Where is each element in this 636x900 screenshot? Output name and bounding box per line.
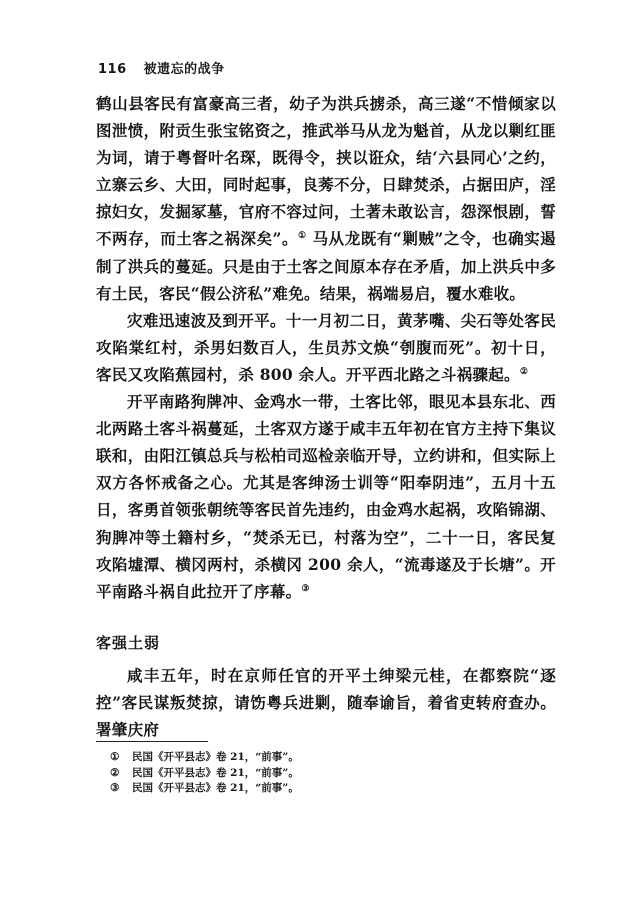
paragraph-1-tail: 马从龙既有“剿贼”之令，也确实遏制了洪兵的蔓延。只是由于土客之间原本存在矛盾，加上洪兵中多有土民，客民“假公济私”难免。结果，祸端易启，覆水难收。 [96, 229, 556, 303]
footnote-marker: ③ [110, 782, 120, 794]
section-text [96, 662, 556, 743]
page-number: 116 [98, 62, 127, 77]
paragraph-2 [96, 307, 556, 388]
footnote-marker: ① [110, 751, 120, 763]
footnote-3 [110, 781, 299, 797]
footnote-ref-2: ② [519, 366, 529, 377]
footnote-2 [110, 766, 299, 782]
paragraph-1 [96, 90, 556, 307]
running-header [98, 58, 225, 77]
footnote-1 [110, 750, 299, 766]
footnote-divider [96, 741, 208, 742]
footnote-marker: ② [110, 766, 120, 779]
section-heading: 客强土弱 [96, 634, 161, 652]
paragraph-3-text: 开平南路狗牌冲、金鸡水一带，土客比邻，眼见本县东北、西北两路土客斗祸蔓延，土客双方遂于咸丰五年初在官方主持下集议联和，由阳江镇总兵与松柏司巡检亲临开导，立约讲和，但实际上双方各怀戒备之心。尤其是客绅汤士训等“阳奉阴违”，五月十五日，客勇首领张朝统等客民首先违约，由金鸡水起祸，攻陷锦湖、狗脾冲等土籍村乡，“焚杀无已，村落为空”，二十一日，客民复攻陷墟潭、横冈两村，杀横冈 200 余人，“流毒遂及于长塘”。开平南路斗祸自此拉开了序幕。 [96, 392, 556, 601]
paragraph-2-text: 灾难迅速波及到开平。十一月初二日，黄茅嘴、尖石等处客民攻陷棠红村，杀男妇数百人，生员苏文焕“刳腹而死”。初十日，客民又攻陷蕉园村，杀 800 余人。开平西北路之斗祸骤起。 [96, 310, 556, 384]
paragraph-3 [96, 388, 556, 605]
paragraph-4: 咸丰五年，时在京师任官的开平土绅梁元桂，在都察院“逐控”客民谋叛焚掠，请饬粤兵进剿，随奉谕旨，着省吏转府查办。署肇庆府 [96, 666, 556, 740]
footnote-text: 民国《开平县志》卷 21，“前事”。 [132, 782, 299, 794]
paragraph-1-text: 鹤山县客民有富豪高三者，幼子为洪兵掳杀，高三遂“不惜倾家以图泄愤，附贡生张宝铭资之，推武举马从龙为魁首，从龙以剿红匪为词，请于粤督叶名琛，既得令，挟以诳众，结‘六县同心’之约，立寨云乡、大田，同时起事，良莠不分，日肆焚杀，占据田庐，淫掠妇女，发掘冢墓，官府不容过问，土著未敢讼言，怨深恨剧，誓不两存，而土客之祸深矣”。 [96, 94, 556, 249]
footnotes [110, 750, 299, 797]
main-text [96, 90, 556, 605]
footnote-ref-3: ③ [301, 583, 310, 594]
footnote-text: 民国《开平县志》卷 21，“前事”。 [132, 751, 299, 763]
footnote-text: 民国《开平县志》卷 21，“前事”。 [132, 766, 299, 779]
footnote-ref-1: ① [298, 231, 307, 242]
book-title: 被遗忘的战争 [143, 62, 225, 77]
